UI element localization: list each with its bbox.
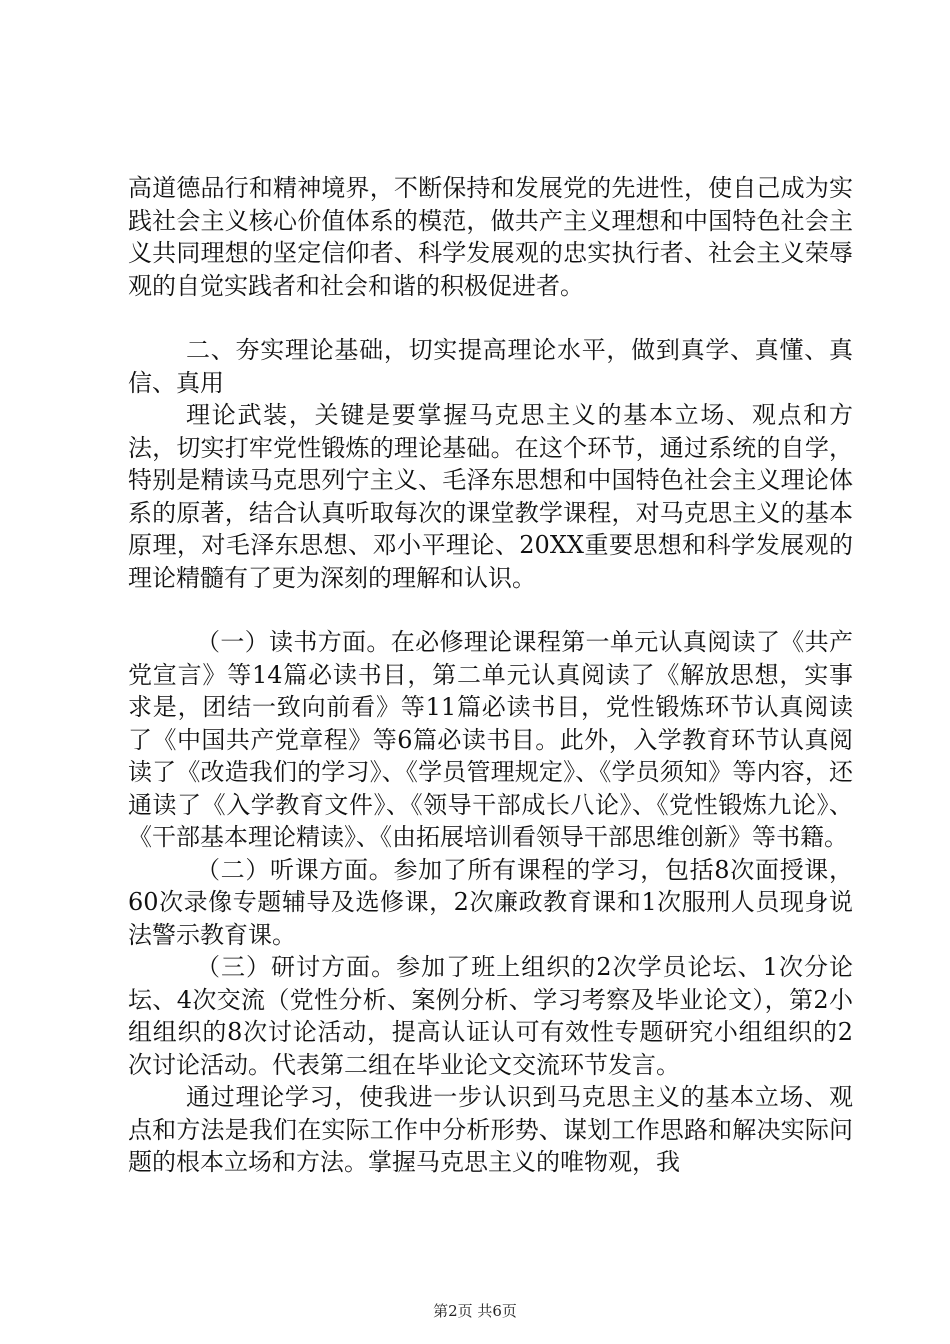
paragraph-reading: （一）读书方面。在必修理论课程第一单元认真阅读了《共产党宣言》等14篇必读书目，第二单元认真阅读了《解放思想，实事求是，团结一致向前看》等11篇必读书目，党性锻炼环节认真阅读了《中国共产党章程》等6篇必读书目。此外，入学教育环节认真阅读了《改造我们的学习》、《学员管理规定》、《学员须知》等内容，还通读了《入学教育文件》、《领导干部成长八论》、《党性锻炼九论》、《干部基本理论精读》、《由拓展培训看领导干部思维创新》等书籍。 <box>128 628 853 851</box>
paragraph-conclusion: 通过理论学习，使我进一步认识到马克思主义的基本立场、观点和方法是我们在实际工作中分析形势、谋划工作思路和解决实际问题的根本立场和方法。掌握马克思主义的唯物观，我 <box>128 1083 853 1176</box>
paragraph-gap <box>128 594 853 626</box>
paragraph-lectures: （二）听课方面。参加了所有课程的学习，包括8次面授课，60次录像专题辅导及选修课，2次廉政教育课和1次服刑人员现身说法警示教育课。 <box>128 855 853 949</box>
document-body <box>128 172 853 1179</box>
section-heading: 二、夯实理论基础，切实提高理论水平，做到真学、真懂、真信、真用 <box>128 336 853 397</box>
paragraph-seminars: （三）研讨方面。参加了班上组织的2次学员论坛、1次分论坛、4次交流（党性分析、案例分析、学习考察及毕业论文），第2小组组织的8次讨论活动，提高认证认可有效性专题研究小组组织的2次讨论活动。代表第二组在毕业论文交流环节发言。 <box>128 953 853 1079</box>
paragraph-theory: 理论武装，关键是要掌握马克思主义的基本立场、观点和方法，切实打牢党性锻炼的理论基础。在这个环节，通过系统的自学，特别是精读马克思列宁主义、毛泽东思想和中国特色社会主义理论体系的原著，结合认真听取每次的课堂教学课程，对马克思主义的基本原理，对毛泽东思想、邓小平理论、20XX重要思想和科学发展观的理论精髓有了更为深刻的理解和认识。 <box>128 401 853 592</box>
paragraph-continuation: 高道德品行和精神境界，不断保持和发展党的先进性，使自己成为实践社会主义核心价值体系的模范，做共产主义理想和中国特色社会主义共同理想的坚定信仰者、科学发展观的忠实执行者、社会主义荣辱观的自觉实践者和社会和谐的积极促进者。 <box>128 174 853 300</box>
page-footer: 第2页 共6页 <box>433 1302 517 1320</box>
paragraph-gap <box>128 302 853 334</box>
